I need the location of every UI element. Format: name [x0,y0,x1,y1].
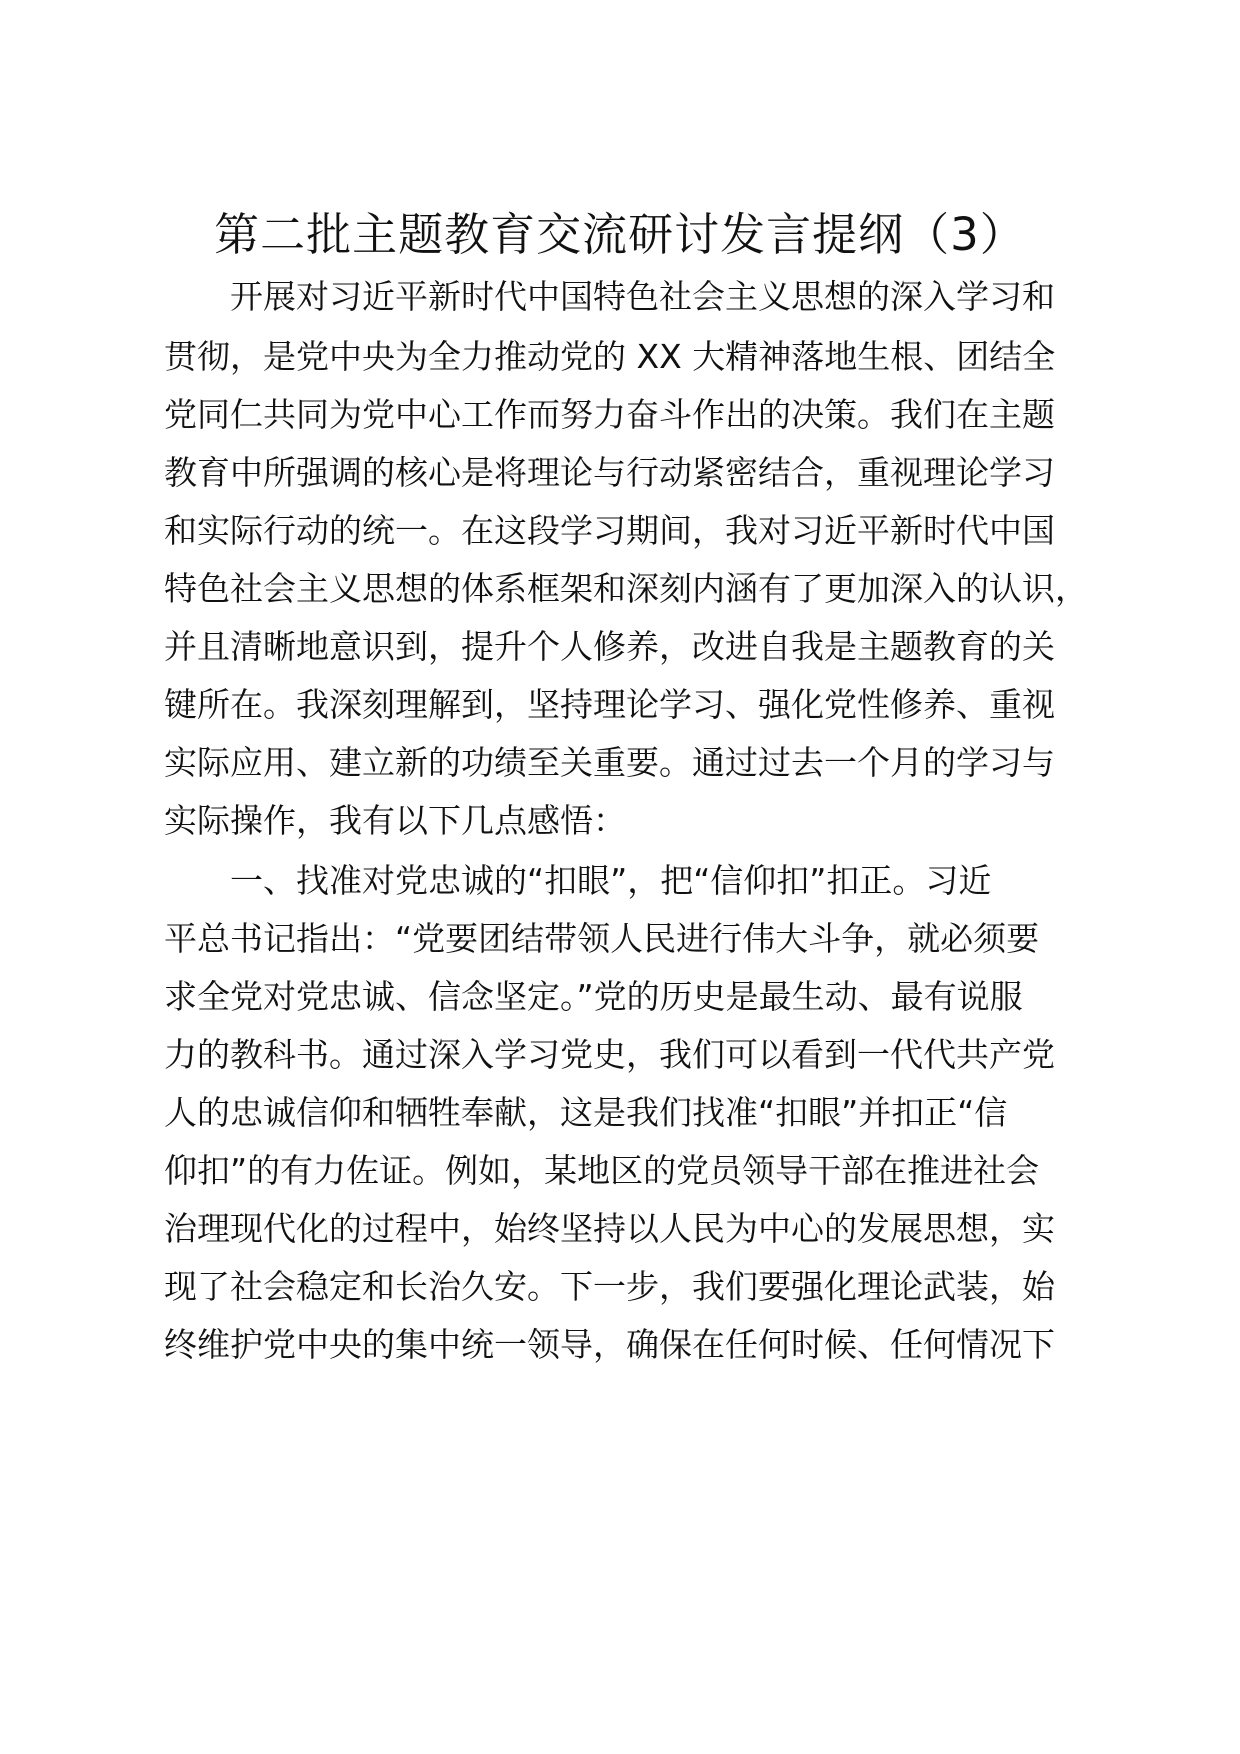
paragraph-1-line-6: 特色社会主义思想的体系框架和深刻内涵有了更加深入的认识， [164,569,1088,608]
paragraph-2-line-2: 平总书记指出：“党要团结带领人民进行伟大斗争，就必须要 [164,919,1040,958]
document-title: 第二批主题教育交流研讨发言提纲（3） [214,208,1026,261]
paragraph-2-line-9: 终维护党中央的集中统一领导，确保在任何时候、任何情况下 [164,1325,1055,1364]
paragraph-2-line-7: 治理现代化的过程中，始终坚持以人民为中心的发展思想，实 [164,1209,1055,1248]
paragraph-1-line-2: 贯彻，是党中央为全力推动党的 XX 大精神落地生根、团结全 [164,337,1056,376]
paragraph-1-line-1: 开展对习近平新时代中国特色社会主义思想的深入学习和 [230,277,1055,316]
paragraph-1-line-10: 实际操作，我有以下几点感悟： [164,801,626,840]
paragraph-2-line-3: 求全党对党忠诚、信念坚定。”党的历史是最生动、最有说服 [164,977,1023,1016]
paragraph-1-line-7: 并且清晰地意识到，提升个人修养，改进自我是主题教育的关 [164,627,1055,666]
paragraph-1-line-4: 教育中所强调的核心是将理论与行动紧密结合，重视理论学习 [164,453,1055,492]
paragraph-2-line-5: 人的忠诚信仰和牺牲奉献，这是我们找准“扣眼”并扣正“信 [164,1093,1008,1132]
paragraph-2-line-8: 现了社会稳定和长治久安。下一步，我们要强化理论武装，始 [164,1267,1055,1306]
paragraph-1-line-3: 党同仁共同为党中心工作而努力奋斗作出的决策。我们在主题 [164,395,1055,434]
paragraph-2-line-1: 一、找准对党忠诚的“扣眼”，把“信仰扣”扣正。习近 [230,861,992,900]
paragraph-1-line-9: 实际应用、建立新的功绩至关重要。通过过去一个月的学习与 [164,743,1055,782]
paragraph-1-line-8: 键所在。我深刻理解到，坚持理论学习、强化党性修养、重视 [164,685,1055,724]
paragraph-2-line-6: 仰扣”的有力佐证。例如，某地区的党员领导干部在推进社会 [164,1151,1040,1190]
paragraph-1-line-5: 和实际行动的统一。在这段学习期间，我对习近平新时代中国 [164,511,1055,550]
paragraph-2-line-4: 力的教科书。通过深入学习党史，我们可以看到一代代共产党 [164,1035,1055,1074]
